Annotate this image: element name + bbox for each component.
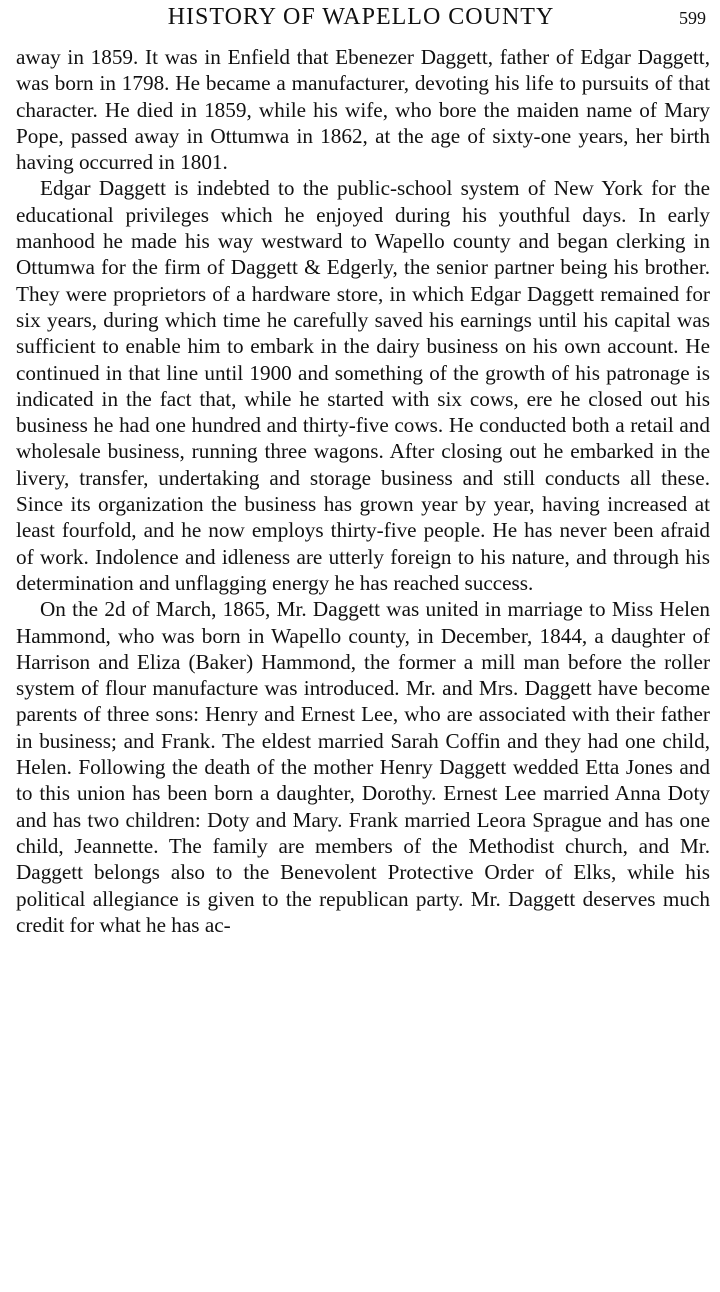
page-number: 599 (679, 8, 706, 28)
paragraph-2: Edgar Daggett is indebted to the public-school system of New York for the educational privileges which he enjoyed during his youthful days. In early manhood he made his way westward to Wapello county and began clerking in Ottumwa for the firm of Daggett & Edgerly, the senior partner being his brother. They were proprietors of a hardware store, in which Edgar Daggett remained for six years, during which time he carefully saved his earnings until his capital was sufficient to enable him to embark in the dairy business on his own account. He continued in that line until 1900 and something of the growth of his patronage is indicated in the fact that, while he started with six cows, ere he closed out his business he had one hundred and thirty-five cows. He conducted both a retail and wholesale business, running three wagons. After closing out he embarked in the livery, transfer, undertaking and storage business and still conducts all these. Since its organization the business has grown year by year, having increased at least fourfold, and he now employs thirty-five people. He has never been afraid of work. Indolence and idleness are utterly foreign to his nature, and through his determination and unflagging energy he has reached success. (16, 176, 710, 595)
running-title: HISTORY OF WAPELLO COUNTY (167, 4, 555, 30)
paragraph-1: away in 1859. It was in Enfield that Ebenezer Daggett, father of Edgar Daggett, was born in 1798. He became a manufacturer, devoting his life to pursuits of that character. He died in 1859, while his wife, who bore the maiden name of Mary Pope, passed away in Ottumwa in 1862, at the age of sixty-one years, her birth having occurred in 1801. (16, 45, 710, 175)
paragraph-3: On the 2d of March, 1865, Mr. Daggett was united in marriage to Miss Helen Hammond, who was born in Wapello county, in December, 1844, a daughter of Harrison and Eliza (Baker) Hammond, the former a mill man before the roller system of flour manufacture was introduced. Mr. and Mrs. Daggett have become parents of three sons: Henry and Ernest Lee, who are associated with their father in business; and Frank. The eldest married Sarah Coffin and they had one child, Helen. Following the death of the mother Henry Daggett wedded Etta Jones and to this union has been born a daughter, Dorothy. Ernest Lee married Anna Doty and has two children: Doty and Mary. Frank married Leora Sprague and has one child, Jeannette. The family are members of the Methodist church, and Mr. Daggett belongs also to the Benevolent Protective Order of Elks, while his political allegiance is given to the republican party. Mr. Daggett deserves much credit for what he has ac- (16, 597, 710, 937)
body-text (16, 44, 710, 938)
page-header (16, 0, 710, 36)
